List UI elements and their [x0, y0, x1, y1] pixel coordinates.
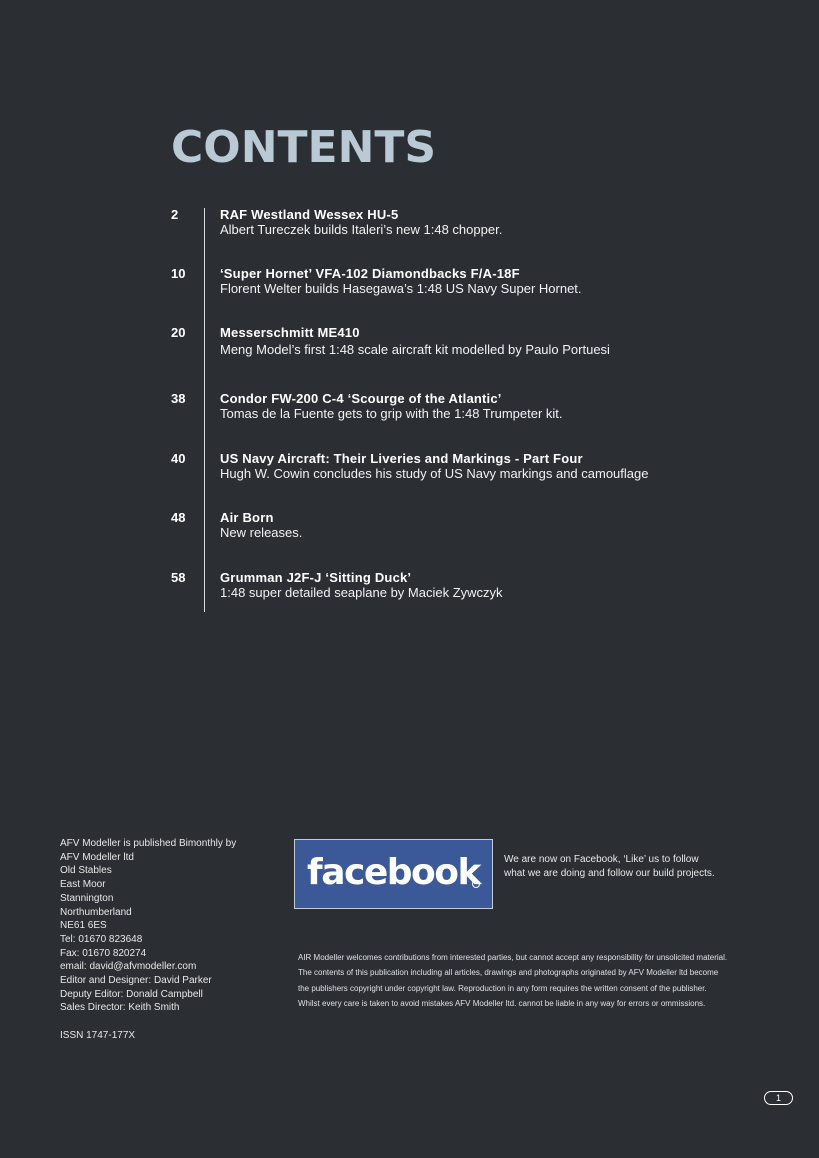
entry-page-number: 20 [171, 325, 186, 340]
legal-notice [298, 950, 728, 1012]
imprint-line: Stannington [60, 892, 114, 904]
imprint-line: AFV Modeller ltd [60, 851, 134, 863]
issn-number: ISSN 1747-177X [60, 1030, 136, 1041]
entry-description: 1:48 super detailed seaplane by Maciek Zywczyk [220, 585, 503, 600]
entry-description: Tomas de la Fuente gets to grip with the 1:48 Trumpeter kit. [220, 406, 563, 421]
imprint-line: NE61 6ES [60, 920, 107, 932]
entry-description: Florent Welter builds Hasegawa’s 1:48 US Navy Super Hornet. [220, 281, 582, 296]
imprint-line: Northumberland [60, 906, 132, 918]
facebook-wordmark: facebook [307, 851, 480, 893]
entry-page-number: 40 [171, 451, 186, 466]
imprint-line: Tel: 01670 823648 [60, 933, 143, 945]
copyright-notice: The contents of this publication including all articles, drawings and photographs originated by AFV Modeller ltd become the publishers copyright under copyright law. Reproduction in any form requires the written consent of the publisher. Whilst every care is taken to avoid mistakes AFV Modeller ltd. cannot be liable in any way for errors or ommissions. [298, 968, 719, 1009]
entry-page-number: 38 [171, 391, 186, 406]
imprint-line: Old Stables [60, 865, 112, 877]
entry-page-number: 10 [171, 266, 186, 281]
imprint-line: Fax: 01670 820274 [60, 947, 147, 959]
entry-heading: Condor FW-200 C-4 ‘Scourge of the Atlantic’ [220, 391, 502, 406]
entry-heading: US Navy Aircraft: Their Liveries and Markings - Part Four [220, 451, 583, 466]
entry-page-number: 2 [171, 207, 179, 222]
imprint-line: East Moor [60, 879, 106, 891]
imprint-email[interactable]: email: david@afvmodeller.com [60, 961, 197, 973]
facebook-logo[interactable] [294, 839, 493, 909]
entry-heading: ‘Super Hornet’ VFA-102 Diamondbacks F/A-18F [220, 266, 520, 281]
entry-heading: Grumman J2F-J ‘Sitting Duck’ [220, 570, 412, 585]
entry-heading: RAF Westland Wessex HU-5 [220, 207, 399, 222]
imprint-line: AFV Modeller is published Bimonthly by [60, 838, 237, 849]
imprint-line: Sales Director: Keith Smith [60, 1002, 180, 1014]
contributions-disclaimer: AIR Modeller welcomes contributions from interested parties, but cannot accept any responsibility for unsolicited material. [298, 953, 728, 962]
facebook-note: We are now on Facebook, ‘Like’ us to follow what we are doing and follow our build projects. [504, 854, 715, 879]
registered-mark-icon [472, 880, 480, 888]
page-number-badge: 1 [764, 1091, 793, 1105]
entry-description: Hugh W. Cowin concludes his study of US Navy markings and camouflage [220, 466, 649, 481]
entry-description: Albert Tureczek builds Italeri’s new 1:48 chopper. [220, 222, 503, 237]
entry-heading: Messerschmitt ME410 [220, 325, 360, 340]
entry-description: Meng Model’s first 1:48 scale aircraft kit modelled by Paulo Portuesi [220, 342, 610, 357]
entry-heading: Air Born [220, 510, 274, 525]
publisher-imprint [60, 837, 236, 1015]
imprint-line: Editor and Designer: David Parker [60, 975, 212, 987]
entry-page-number: 48 [171, 510, 186, 525]
entry-description: New releases. [220, 525, 303, 540]
page-title: CONTENTS [171, 122, 437, 173]
entry-page-number: 58 [171, 570, 186, 585]
imprint-line: Deputy Editor: Donald Campbell [60, 988, 203, 1000]
contents-divider [204, 208, 205, 612]
